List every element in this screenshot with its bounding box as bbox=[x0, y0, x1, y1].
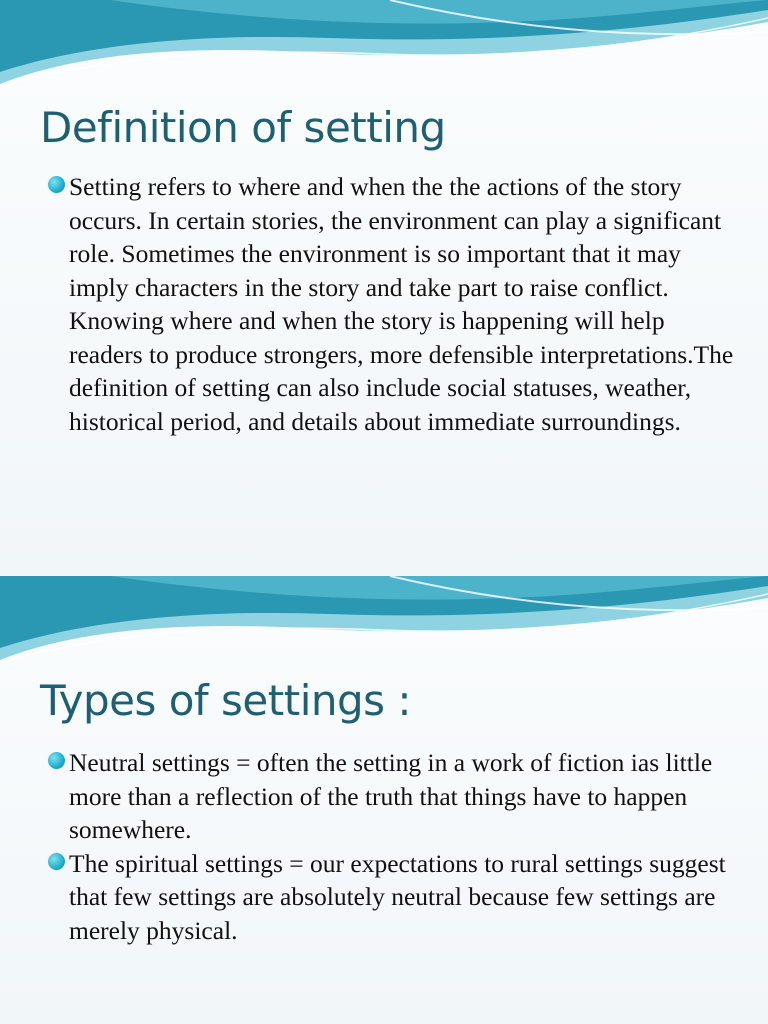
bullet-list bbox=[48, 170, 738, 438]
slide-2 bbox=[0, 576, 768, 1024]
header-wave-decoration bbox=[0, 576, 768, 676]
bullet-text: Neutral settings = often the setting in a work of fiction ias little more than a reflection of the truth that things have to happen somewhere. bbox=[69, 748, 713, 844]
bullet-list bbox=[48, 746, 738, 947]
slide-title: Definition of setting bbox=[40, 103, 446, 152]
bullet-icon bbox=[48, 176, 65, 193]
bullet-icon bbox=[48, 752, 65, 769]
bullet-icon bbox=[48, 853, 65, 870]
slide-title: Types of settings : bbox=[40, 676, 412, 725]
bullet-item bbox=[48, 170, 738, 438]
header-wave-decoration bbox=[0, 0, 768, 100]
bullet-text: Setting refers to where and when the the actions of the story occurs. In certain stories, the environment can play a significant role. Sometimes the environment is so important that it may imply characters in the story and take part to raise conflict. Knowing where and when the story is happening will help readers to produce strongers, more defensible interpretations.The definition of setting can also include social statuses, weather, historical period, and details about immediate surroundings. bbox=[69, 172, 734, 436]
bullet-item bbox=[48, 746, 738, 847]
bullet-item bbox=[48, 847, 738, 948]
bullet-text: The spiritual settings = our expectations to rural settings suggest that few settings are absolutely neutral because few settings are merely physical. bbox=[69, 848, 726, 945]
